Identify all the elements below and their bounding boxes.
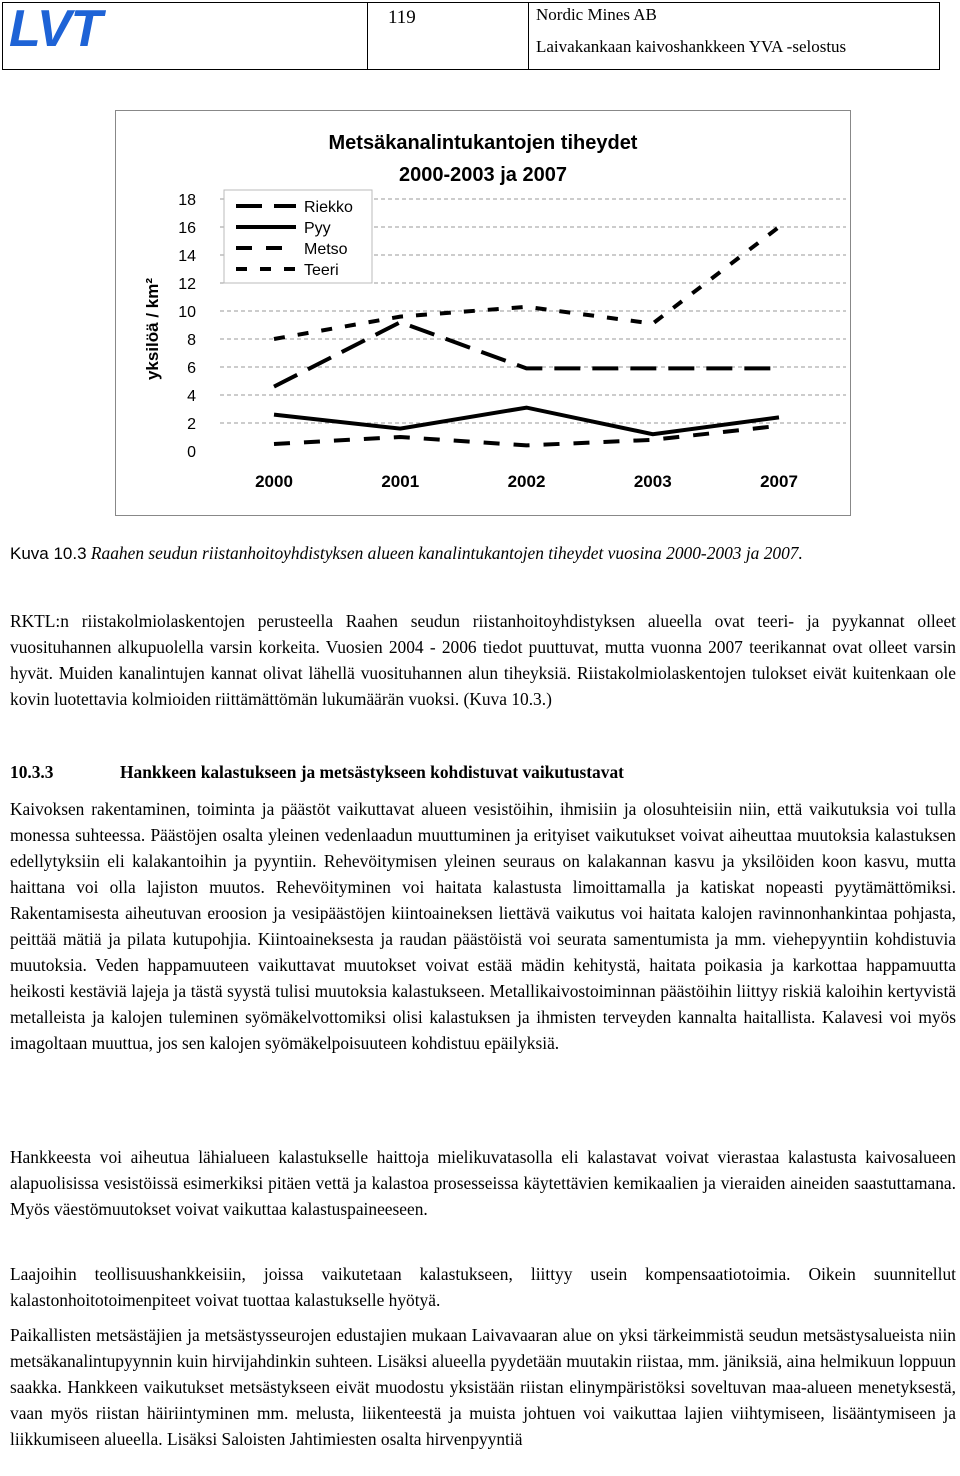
x-tick-labels — [255, 472, 798, 491]
y-tick-labels — [178, 192, 196, 461]
y-tick-2: 2 — [187, 416, 196, 433]
y-tick-12: 12 — [178, 276, 196, 293]
page-number-cell — [368, 3, 529, 69]
y-tick-14: 14 — [178, 248, 196, 265]
y-tick-6: 6 — [187, 360, 196, 377]
y-tick-10: 10 — [178, 304, 196, 321]
density-line-chart — [116, 111, 850, 515]
page-number: 119 — [388, 7, 416, 28]
x-tick-2000: 2000 — [255, 472, 293, 491]
caption-text: Raahen seudun riistanhoitoyhdistyksen alueen kanalintukantojen tiheydet vuosina 2000-2003 ja 2007. — [86, 543, 803, 563]
paragraph-rktl: RKTL:n riistakolmiolaskentojen perusteella Raahen seudun riistanhoitoyhdistyksen alueella ovat teeri- ja pyykannat olleet vuosituhannen alkupuolella varsin korkeita. Vuosien 2004 - 2006 tiedot puuttuvat, mutta vuonna 2007 teerikannat ovat olleet varsin hyvät. Muiden kanalintujen kannat olivat lähellä vuosituhannen alun tiheyksiä. Riistakolmiolaskentojen tulokset eivät kuitenkaan ole kovin luotettavia kolmioiden riittämättömän lukumäärän vuoksi. (Kuva 10.3.) — [10, 611, 956, 709]
x-tick-2003: 2003 — [633, 472, 672, 491]
caption-label: Kuva 10.3 — [10, 544, 87, 563]
figure-caption — [10, 540, 956, 567]
legend-label-pyy: Pyy — [304, 220, 331, 237]
chart-legend — [224, 190, 372, 283]
chart-title-line1: Metsäkanalintukantojen tiheydet — [328, 132, 638, 154]
document-title: Laivakankaan kaivoshankkeen YVA -selostus — [536, 37, 847, 56]
x-tick-2007: 2007 — [760, 472, 798, 491]
section-number: 10.3.3 — [10, 762, 54, 782]
legend-label-teeri: Teeri — [304, 262, 339, 279]
company-logo: LVT — [9, 0, 102, 58]
series-line-riekko — [274, 322, 779, 386]
chart-container — [115, 110, 851, 516]
y-tick-0: 0 — [187, 444, 196, 461]
y-tick-8: 8 — [187, 332, 196, 349]
x-tick-2001: 2001 — [381, 472, 420, 491]
legend-label-riekko: Riekko — [304, 199, 353, 216]
paragraph-image-effects: Hankkeesta voi aiheutua lähialueen kalastukselle haittoja mielikuvatasolla eli kalastavat voivat vierastaa kalastusta kaivosalueen alapuolisissa vesistöissä esimerkiksi pitäen vettä ja kalastoa prosesseissa käytettävien kemikaalien ja vieraiden aineiden saastuttamana. Myös väestömuutokset voivat vaikuttaa kalastuspaineeseen. — [10, 1147, 956, 1219]
x-tick-2002: 2002 — [507, 472, 546, 491]
y-tick-18: 18 — [178, 192, 196, 209]
page-header — [2, 2, 940, 70]
y-tick-16: 16 — [178, 220, 196, 237]
paragraph-hunting: Paikallisten metsästäjien ja metsästysseurojen edustajien mukaan Laivavaaran alue on yksi tärkeimmistä seudun metsästysalueista niin metsäkanalintupyynnin kuin hirvijahdinkin suhteen. Lisäksi alueella pyydetään muutakin riistaa, mm. jäniksiä, aina helmikuun loppuun saakka. Hankkeen vaikutukset metsästykseen eivät muodostu yksistään riistan elinympäristöksi soveltuvan maa-alueen menetyksestä, vaan myös riistan häiriintyminen mm. melusta, liikenteestä ja muista johtuen voi vaikuttaa lajien viihtymiseen, lisääntymiseen ja liikkumiseen alueella. Lisäksi Saloisten Jahtimiesten osalta hirvenpyyntiä — [10, 1325, 956, 1449]
chart-title-line2: 2000-2003 ja 2007 — [399, 164, 567, 186]
paragraph-compensation: Laajoihin teollisuushankkeisiin, joissa vaikutetaan kalastukseen, liittyy usein kompensaatiotoimia. Oikein suunnitellut kalastonhoitotoimenpiteet voivat tuottaa kalastukselle hyötyä. — [10, 1264, 956, 1310]
company-name: Nordic Mines AB — [536, 5, 657, 24]
section-heading — [10, 759, 624, 785]
y-tick-4: 4 — [187, 388, 196, 405]
logo-cell — [3, 0, 368, 69]
paragraph-impacts: Kaivoksen rakentaminen, toiminta ja päästöt vaikuttavat alueen vesistöihin, ihmisiin ja olosuhteisiin niin, että vaikutuksia voi tulla monessa suhteessa. Päästöjen osalta yleinen vedenlaadun muuttuminen ja erityiset vaikutukset voivat aiheuttaa muutoksia kalastuksen edellytyksiin eli kalakantoihin ja pyyntiin. Rehevöitymisen yleinen seuraus on kalakannan kasvu ja yksilöiden koon kasvu, mutta haittana voi olla lajiston muutos. Rehevöityminen voi haitata kalastusta limoittamalla ja katiskat nopeasti pyytämättömiksi. Rakentamisesta aiheutuvan eroosion ja vesipäästöjen kiintoaineksen liettävä vaikutus voi haitata kalojen ravinnonhankintaa pohjasta, peittää mätiä ja pilata kutupohjia. Kiintoaineksesta ja raudan päästöistä voi seurata samentumista ja mm. viehepyyntiin kohdistuvia muutoksia. Veden happamuuteen vaikuttavat muutokset voivat estää mädin kehitystä, haitata poikasia ja karkottaa happamuutta heikosti kestäviä lajeja ja tästä syystä tulisi muutoksia kalastukseen. Metallikaivostoiminnan päästöihin liittyy riskiä kaloihin kertyvistä metalleista ja kalojen tuleminen syömäkelvottomiksi olisi kalastuksen ja ihmisten terveyden kannalta haitallista. Kalavesi voi myös imagoltaan muuttua, jos sen kalojen syömäkelpoisuuteen kohdistuu epäilyksiä. — [10, 799, 956, 1053]
series-line-pyy — [274, 408, 779, 435]
section-title: Hankkeen kalastukseen ja metsästykseen kohdistuvat vaikutustavat — [120, 762, 624, 782]
header-info-cell — [529, 3, 939, 69]
legend-label-metso: Metso — [304, 241, 348, 258]
y-axis-label: yksilöä / km² — [143, 277, 162, 381]
